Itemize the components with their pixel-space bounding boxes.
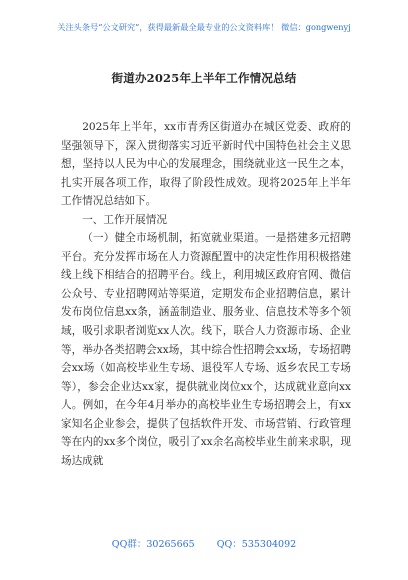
document-title: 街道办2025年上半年工作情况总结 <box>111 71 297 85</box>
footer-qq-group: QQ群：30265665 <box>111 539 195 550</box>
header-banner: 关注头条号“公文研究”，获得最新最全最专业的公文资料库！ 微信：gongwenyj <box>57 22 351 32</box>
footer-contact <box>0 536 408 550</box>
paragraph-market-mechanism: （一）健全市场机制，拓宽就业渠道。一是搭建多元招聘平台。充分发挥市场在人力资源配置中的决定性作用积极搭建线上线下相结合的招聘平台。线上，利用城区政府官网、微信公众号、专业招聘网站等渠道，定期发布企业招聘信息，累计发布岗位信息xx条，涵盖制造业、服务业、信息技术等多个领域，吸引求职者浏览xx人次。线下，联合人力资源市场、企业等，举办各类招聘会xx场，其中综合性招聘会xx场，专场招聘会xx场（如高校毕业生专场、退役军人专场、返乡农民工专场等），参会企业达xx家，提供就业岗位xx个，达成就业意向xx人。例如，在今年4月举办的高校毕业生专场招聘会上，有xx家知名企业参会，提供了包括软件开发、市场营销、行政管理等在内的xx多个岗位，吸引了xx余名高校毕业生前来求职，现场达成就 <box>61 232 351 467</box>
document-body <box>61 118 351 470</box>
section-heading: 一、工作开展情况 <box>82 213 167 226</box>
footer-qq: QQ：535304092 <box>216 539 297 550</box>
paragraph-intro: 2025年上半年，xx市青秀区街道办在城区党委、政府的坚强领导下，深入贯彻落实习近平新时代中国特色社会主义思想，坚持以人民为中心的发展理念，围绕就业这一民生之本，扎实开展各项工作，取得了阶段性成效。现将2025年上半年工作情况总结如下。 <box>61 121 351 208</box>
